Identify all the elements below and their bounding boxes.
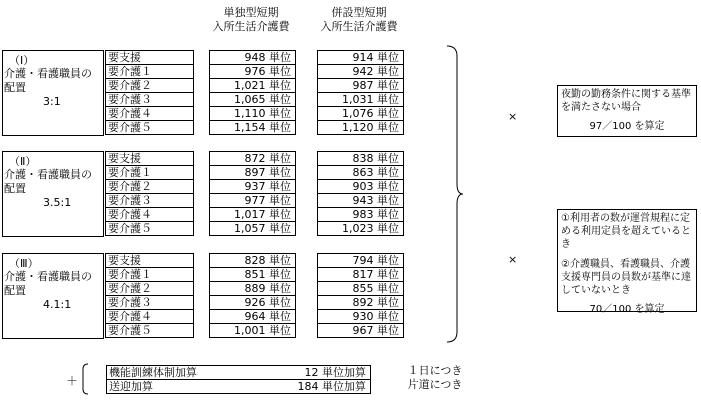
standalone-fee: 1,001 単位 <box>234 324 291 337</box>
combined-fee-column <box>317 253 404 338</box>
addition-name: 送迎加算 <box>109 380 153 393</box>
standalone-fee: 1,065 単位 <box>210 93 295 107</box>
group-ratio: 3:1 <box>43 95 61 108</box>
addition-row <box>107 380 370 393</box>
note-rate: 97／100 を算定 <box>589 121 665 132</box>
addition-note: １日につき <box>407 364 463 377</box>
combined-fee: 943 単位 <box>318 194 403 208</box>
combined-fee: 983 単位 <box>318 208 403 222</box>
care-level: 要介護２ <box>106 282 193 296</box>
group-ratio: 3.5:1 <box>43 196 72 209</box>
night-shift-reduction-note <box>557 85 697 137</box>
standalone-fee: 926 単位 <box>210 296 295 310</box>
care-level: 要介護１ <box>106 65 193 79</box>
group-desc-line1: 介護・看護職員の <box>4 168 92 181</box>
header-combined <box>313 6 405 34</box>
group-label-box <box>2 50 104 136</box>
standalone-fee: 1,021 単位 <box>210 79 295 93</box>
group-label: （Ⅰ） <box>9 54 35 67</box>
plus-symbol: ＋ <box>66 374 79 388</box>
note-text: ①利用者の数が運営規程に定 <box>561 213 690 224</box>
combined-fee: 1,031 単位 <box>318 93 403 107</box>
group-label: （Ⅲ） <box>9 257 39 270</box>
fee-group-3 <box>2 253 399 339</box>
care-level: 要介護４ <box>106 208 193 222</box>
standalone-fee: 1,017 単位 <box>210 208 295 222</box>
group-desc-line2: 配置 <box>4 182 26 195</box>
combined-fee: 817 単位 <box>318 268 403 282</box>
group-label-box <box>2 151 104 237</box>
fee-group-1 <box>2 50 399 136</box>
capacity-staff-reduction-note <box>557 209 697 315</box>
care-level-column <box>105 50 194 135</box>
group-desc-line1: 介護・看護職員の <box>4 67 92 80</box>
right-brace-icon <box>445 44 465 344</box>
standalone-fee: 1,057 単位 <box>234 222 291 235</box>
combined-fee: 855 単位 <box>318 282 403 296</box>
addition-value: 12 単位加算 <box>304 366 366 379</box>
standalone-fee: 897 単位 <box>210 166 295 180</box>
care-level: 要介護４ <box>106 107 193 121</box>
standalone-fee: 889 単位 <box>210 282 295 296</box>
care-level-column <box>105 151 194 236</box>
group-label: （Ⅱ） <box>9 155 37 168</box>
additions-table <box>106 365 371 394</box>
combined-fee: 892 単位 <box>318 296 403 310</box>
care-level: 要介護５ <box>108 324 152 337</box>
addition-name: 機能訓練体制加算 <box>109 366 197 379</box>
care-level: 要介護２ <box>106 79 193 93</box>
standalone-fee: 948 単位 <box>210 51 295 65</box>
care-level: 要介護３ <box>106 194 193 208</box>
note-text: を満たさない場合 <box>561 102 641 113</box>
standalone-fee: 1,110 単位 <box>210 107 295 121</box>
combined-fee: 1,023 単位 <box>342 222 399 235</box>
addition-note: 片道につき <box>407 378 463 391</box>
standalone-fee-column <box>209 50 296 135</box>
header-standalone-line2: 入所生活介護費 <box>212 20 290 33</box>
care-level: 要支援 <box>106 254 193 268</box>
standalone-fee: 977 単位 <box>210 194 295 208</box>
standalone-fee: 872 単位 <box>210 152 295 166</box>
combined-fee: 863 単位 <box>318 166 403 180</box>
addition-value: 184 単位加算 <box>297 380 366 393</box>
addition-row <box>107 366 370 380</box>
care-level: 要介護３ <box>106 93 193 107</box>
combined-fee-column <box>317 151 404 236</box>
fee-group-2 <box>2 151 399 237</box>
note-text: める利用定員を超えているとき <box>561 226 691 250</box>
note-text: 支援専門員の員数が基準に達 <box>561 272 691 283</box>
combined-fee: 838 単位 <box>318 152 403 166</box>
combined-fee: 987 単位 <box>318 79 403 93</box>
note-text: ②介護職員、看護職員、介護 <box>561 259 690 270</box>
left-bracket-icon <box>80 363 90 395</box>
standalone-fee: 851 単位 <box>210 268 295 282</box>
group-desc-line2: 配置 <box>4 81 26 94</box>
care-level: 要支援 <box>106 152 193 166</box>
care-level: 要介護１ <box>106 166 193 180</box>
header-standalone <box>205 6 297 34</box>
care-level: 要介護２ <box>106 180 193 194</box>
group-desc-line1: 介護・看護職員の <box>4 270 92 283</box>
combined-fee: 942 単位 <box>318 65 403 79</box>
note-text: 夜勤の勤務条件に関する基準 <box>561 89 691 100</box>
header-standalone-line1: 単独型短期 <box>223 6 279 19</box>
combined-fee: 794 単位 <box>318 254 403 268</box>
care-level: 要介護３ <box>106 296 193 310</box>
group-desc-line2: 配置 <box>4 284 26 297</box>
note-text: していないとき <box>561 285 631 296</box>
multiply-symbol: × <box>508 253 518 266</box>
group-ratio: 4.1:1 <box>43 298 72 311</box>
care-level: 要支援 <box>106 51 193 65</box>
care-level-column <box>105 253 194 338</box>
combined-fee: 914 単位 <box>318 51 403 65</box>
combined-fee: 967 単位 <box>352 324 399 337</box>
standalone-fee-column <box>209 253 296 338</box>
care-level: 要介護５ <box>108 121 152 134</box>
standalone-fee: 828 単位 <box>210 254 295 268</box>
combined-fee: 903 単位 <box>318 180 403 194</box>
group-label-box <box>2 253 104 339</box>
care-level: 要介護４ <box>106 310 193 324</box>
combined-fee-column <box>317 50 404 135</box>
standalone-fee: 937 単位 <box>210 180 295 194</box>
standalone-fee: 1,154 単位 <box>234 121 291 134</box>
combined-fee: 1,076 単位 <box>318 107 403 121</box>
standalone-fee: 976 単位 <box>210 65 295 79</box>
care-level: 要介護５ <box>108 222 152 235</box>
standalone-fee: 964 単位 <box>210 310 295 324</box>
standalone-fee-column <box>209 151 296 236</box>
care-level: 要介護１ <box>106 268 193 282</box>
multiply-symbol: × <box>508 110 518 123</box>
header-combined-line1: 併設型短期 <box>331 6 387 19</box>
note-rate: 70／100 を算定 <box>589 304 665 315</box>
combined-fee: 930 単位 <box>318 310 403 324</box>
combined-fee: 1,120 単位 <box>342 121 399 134</box>
header-combined-line2: 入所生活介護費 <box>320 20 398 33</box>
